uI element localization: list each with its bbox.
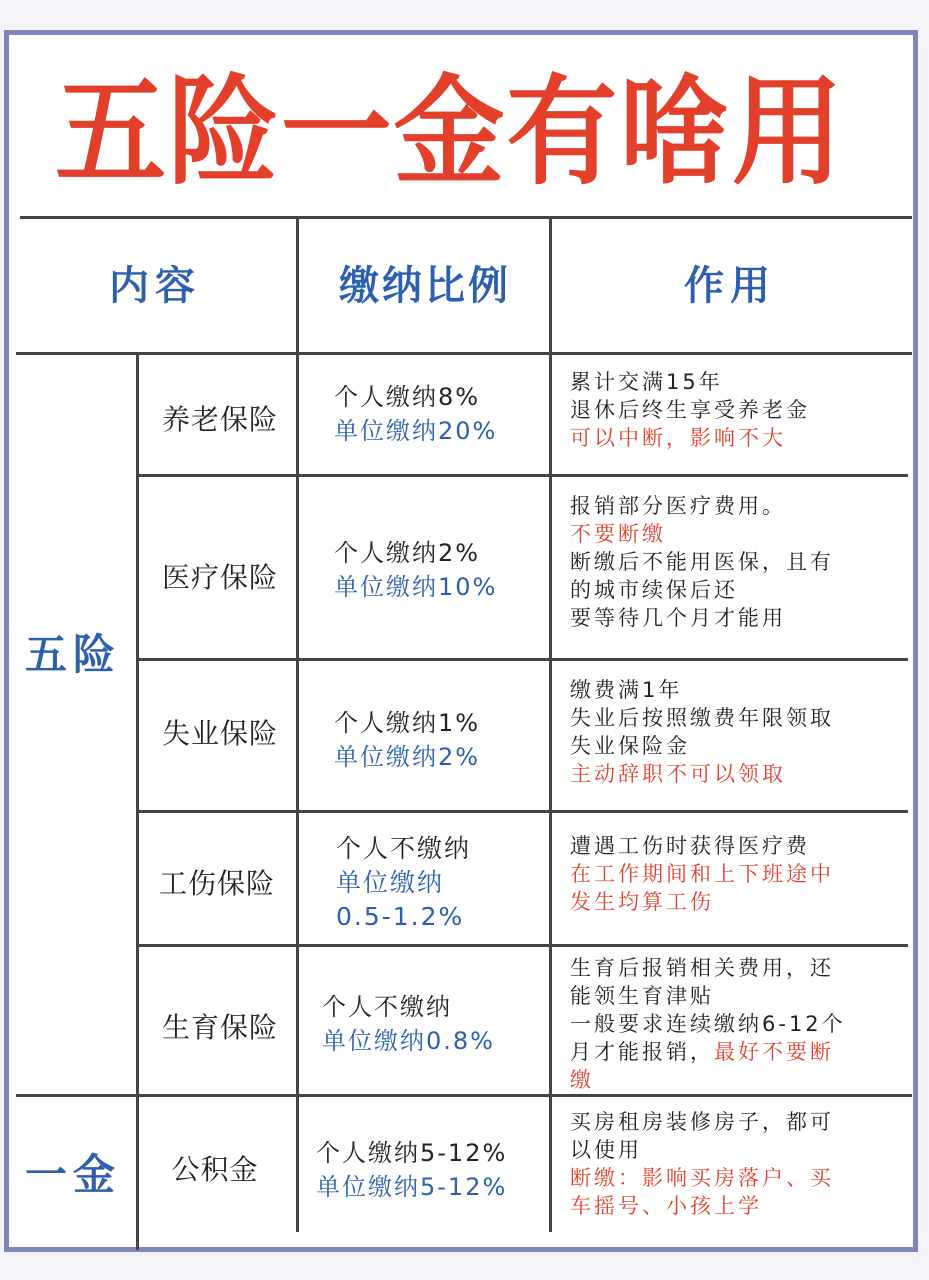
personal-rate: 个人缴纳1% <box>334 709 481 737</box>
group-five-insurances: 五险 <box>24 630 121 679</box>
personal-rate: 个人不缴纳 <box>336 834 472 863</box>
usage-line: 累计交满15年 <box>570 370 723 394</box>
usage-line: 退休后终生享受养老金 <box>570 398 810 422</box>
row-name: 养老保险 <box>161 403 278 436</box>
row-name: 生育保险 <box>161 1011 278 1044</box>
usage-line: 一般要求连续缴纳6-12个 <box>570 1012 846 1036</box>
personal-rate: 个人缴纳2% <box>334 539 481 567</box>
usage-line: 能领生育津贴 <box>570 984 714 1008</box>
company-rate: 单位缴纳0.8% <box>322 1027 495 1055</box>
divider <box>296 218 299 1232</box>
divider <box>138 944 908 947</box>
row-name: 失业保险 <box>161 717 278 750</box>
usage-line: 买房租房装修房子，都可 <box>570 1110 834 1134</box>
divider <box>138 810 908 813</box>
divider <box>20 216 912 219</box>
ratio-cell <box>334 706 574 774</box>
divider <box>136 354 139 1250</box>
divider <box>16 352 912 355</box>
usage-line-highlight: 主动辞职不可以领取 <box>570 762 786 786</box>
company-rate-range: 0.5-1.2% <box>336 902 465 931</box>
company-rate: 单位缴纳20% <box>334 417 498 445</box>
usage-cell <box>570 1108 900 1220</box>
usage-cell <box>570 676 900 788</box>
usage-line: 以使用 <box>570 1138 642 1162</box>
ratio-cell <box>334 380 574 448</box>
divider <box>138 658 908 661</box>
usage-line: 生育后报销相关费用，还 <box>570 956 834 980</box>
row-name: 医疗保险 <box>161 561 278 594</box>
ratio-cell <box>322 990 546 1058</box>
company-rate: 单位缴纳 <box>336 868 445 897</box>
personal-rate: 个人缴纳5-12% <box>316 1139 508 1167</box>
header-usage: 作用 <box>684 263 776 309</box>
usage-line-highlight: 可以中断，影响不大 <box>570 426 786 450</box>
usage-line: 失业后按照缴费年限领取 <box>570 706 834 730</box>
ratio-cell <box>334 536 574 604</box>
ratio-cell <box>316 1136 546 1204</box>
company-rate: 单位缴纳10% <box>334 573 498 601</box>
usage-line-highlight: 发生均算工伤 <box>570 890 714 914</box>
usage-line: 要等待几个月才能用 <box>570 606 786 630</box>
divider <box>16 1094 912 1097</box>
usage-line: 遭遇工伤时获得医疗费 <box>570 834 810 858</box>
usage-line: 的城市续保后还 <box>570 578 738 602</box>
company-rate: 单位缴纳5-12% <box>316 1173 508 1201</box>
usage-line-highlight: 断缴：影响买房落户、买 <box>570 1166 834 1190</box>
group-one-fund: 一金 <box>24 1150 121 1199</box>
usage-cell <box>570 832 900 916</box>
usage-line-highlight: 缴 <box>570 1068 594 1092</box>
usage-line-highlight: 在工作期间和上下班途中 <box>570 862 834 886</box>
usage-line: 报销部分医疗费用。 <box>570 494 786 518</box>
personal-rate: 个人不缴纳 <box>322 993 452 1021</box>
row-name: 工伤保险 <box>158 867 275 900</box>
personal-rate: 个人缴纳8% <box>334 383 481 411</box>
usage-line: 失业保险金 <box>570 734 690 758</box>
usage-line-highlight: 最好不要断 <box>714 1040 834 1064</box>
usage-cell <box>570 492 900 632</box>
usage-line-highlight: 车摇号、小孩上学 <box>570 1194 762 1218</box>
usage-line: 月才能报销， <box>570 1040 714 1064</box>
divider <box>138 474 908 477</box>
usage-cell <box>570 368 900 452</box>
ratio-cell <box>336 832 576 934</box>
header-ratio: 缴纳比例 <box>339 263 511 309</box>
usage-line: 断缴后不能用医保，且有 <box>570 550 834 574</box>
usage-cell <box>570 954 900 1094</box>
header-content: 内容 <box>109 263 201 309</box>
poster-title: 五险一金有啥用 <box>55 63 845 201</box>
usage-line: 缴费满1年 <box>570 678 683 702</box>
row-name: 公积金 <box>171 1153 259 1186</box>
company-rate: 单位缴纳2% <box>334 743 481 771</box>
usage-line-highlight: 不要断缴 <box>570 522 666 546</box>
